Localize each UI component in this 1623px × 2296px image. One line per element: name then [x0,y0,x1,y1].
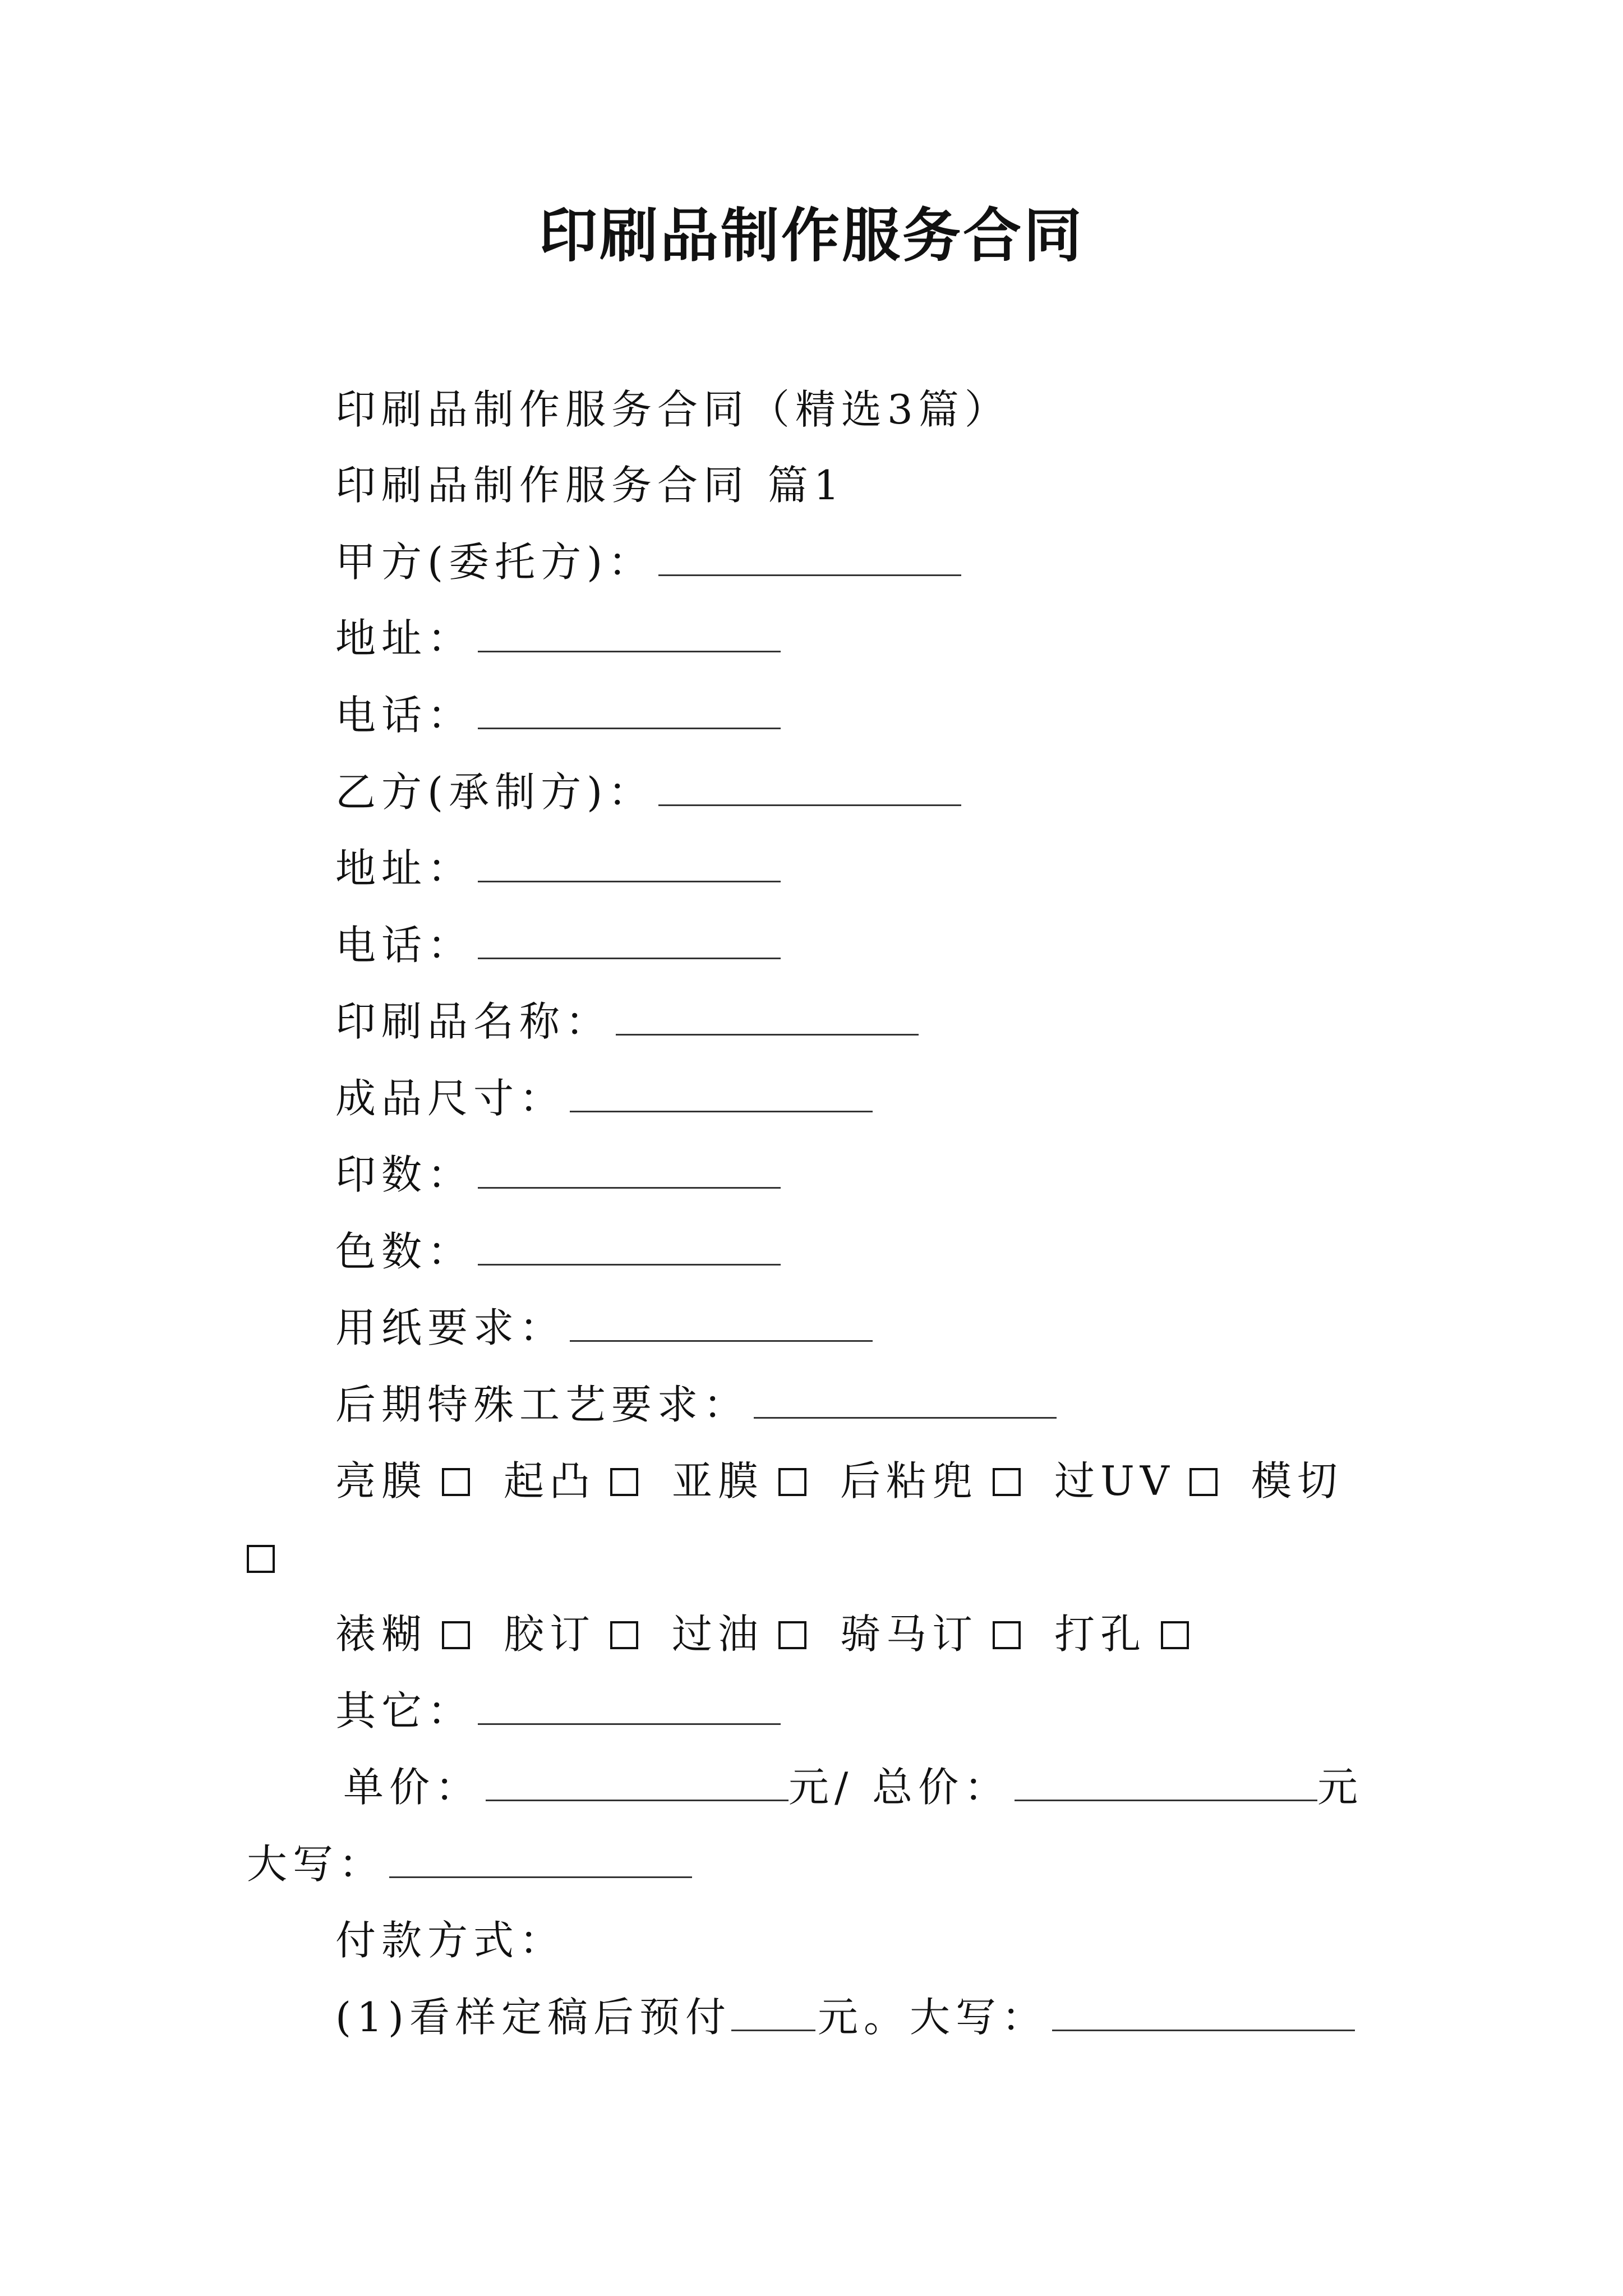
options-row-1 [335,1453,1343,1509]
address-b-blank[interactable] [478,846,781,882]
other-blank[interactable] [478,1688,781,1725]
paper-label: 用纸要求： [335,1304,566,1351]
document-title: 印刷品制作服务合同 [538,201,1084,270]
yuan-label: 元 [1317,1764,1364,1811]
option-checkbox[interactable] [442,1468,470,1496]
colors-label: 色数： [335,1228,474,1275]
unit-price-blank[interactable] [486,1765,789,1801]
option-label: 过油 [672,1611,764,1658]
product-name-row [335,993,919,1050]
total-price-blank[interactable] [1015,1765,1317,1801]
unit-price-label: 单价： [343,1764,482,1811]
quantity-label: 印数： [335,1151,474,1198]
phone-b-label: 电话： [335,922,474,969]
party-b-row [335,764,961,820]
capital-blank[interactable] [389,1842,692,1878]
option-label: 骑马订 [840,1611,979,1658]
party-b-label: 乙方(承制方)： [335,769,654,816]
option-label: 胶订 [504,1611,596,1658]
address-a-label: 地址： [335,615,474,662]
paper-blank[interactable] [570,1305,873,1342]
address-a-blank[interactable] [478,616,781,652]
size-blank[interactable] [570,1076,873,1112]
total-price-label: 元/ 总价： [789,1764,1011,1811]
size-row [335,1070,873,1126]
process-row [335,1377,1057,1433]
capital-label: 大写： [247,1841,385,1888]
option-label: 模切 [1251,1457,1343,1504]
quantity-blank[interactable] [478,1152,781,1189]
options-row-1-wrap [247,1530,275,1586]
option-checkbox[interactable] [1189,1468,1218,1496]
address-a-row [335,610,781,666]
option-label: 亮膜 [335,1457,428,1504]
process-blank[interactable] [754,1382,1057,1419]
option-label: 亚膜 [672,1457,764,1504]
section-heading: 印刷品制作服务合同 篇1 [335,462,845,509]
other-row [335,1683,781,1739]
party-a-row [335,534,961,590]
address-b-row [335,840,781,896]
prepay-capital-blank[interactable] [1052,1995,1355,2031]
party-a-label: 甲方(委托方)： [335,539,654,586]
option-label: 裱糊 [335,1611,428,1658]
phone-a-row [335,687,781,743]
product-name-blank[interactable] [616,999,919,1036]
other-label: 其它： [335,1687,474,1734]
size-label: 成品尺寸： [335,1075,566,1122]
quantity-row [335,1147,781,1203]
price-row [343,1759,1363,1815]
option-checkbox[interactable] [1161,1621,1189,1649]
option-label: 过UV [1054,1457,1175,1504]
option-checkbox[interactable] [442,1621,470,1649]
phone-a-blank[interactable] [478,693,781,729]
capital-row [247,1836,692,1892]
process-label: 后期特殊工艺要求： [335,1381,750,1428]
colors-blank[interactable] [478,1229,781,1266]
paper-row [335,1300,873,1356]
prepay-row [335,1989,1355,2045]
options-row-2 [335,1606,1189,1662]
phone-b-blank[interactable] [478,923,781,959]
option-label: 起凸 [504,1457,596,1504]
prepay-amount-blank[interactable] [731,1995,815,2031]
product-name-label: 印刷品名称： [335,998,612,1045]
address-b-label: 地址： [335,845,474,892]
prepay-label: (1)看样定稿后预付 [335,1994,731,2041]
option-label: 后粘兜 [840,1457,979,1504]
option-checkbox[interactable] [993,1621,1021,1649]
party-a-blank[interactable] [658,540,961,576]
phone-a-label: 电话： [335,692,474,739]
prepay-capital-label: 元。大写： [818,1994,1048,2041]
option-checkbox[interactable] [993,1468,1021,1496]
payment-heading: 付款方式： [335,1917,566,1964]
document-heading: 印刷品制作服务合同（精选3篇） [335,386,1011,433]
option-checkbox[interactable] [778,1468,806,1496]
party-b-blank[interactable] [658,770,961,806]
option-checkbox[interactable] [610,1621,638,1649]
option-checkbox[interactable] [247,1545,275,1573]
colors-row [335,1223,781,1280]
phone-b-row [335,917,781,973]
option-label: 打孔 [1054,1611,1147,1658]
option-checkbox[interactable] [610,1468,638,1496]
option-checkbox[interactable] [778,1621,806,1649]
